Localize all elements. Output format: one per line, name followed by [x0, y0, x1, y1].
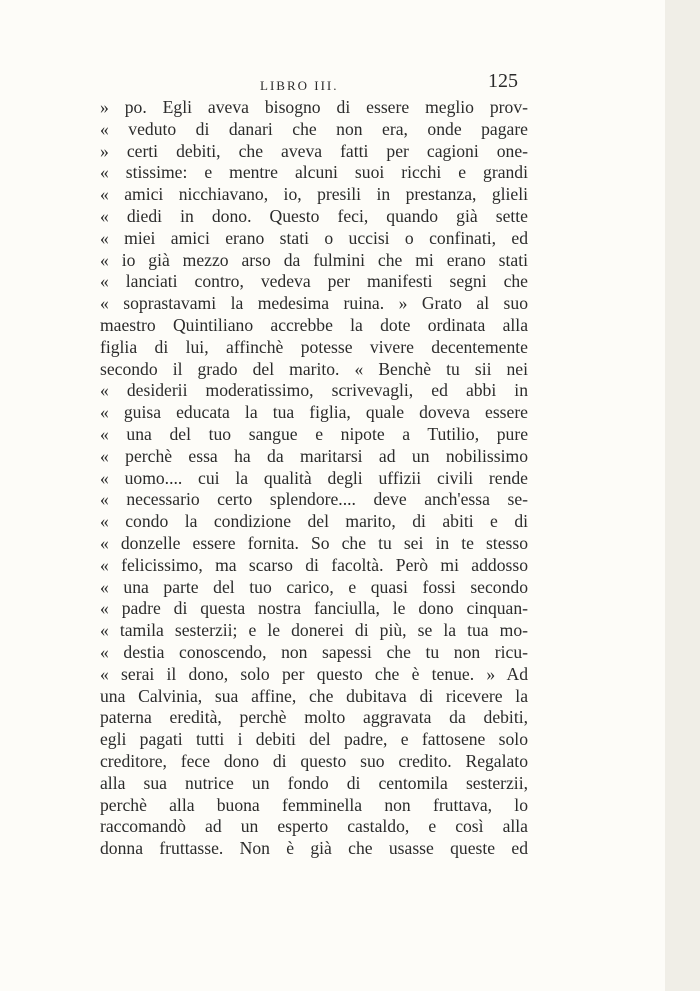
- text-line: « necessario certo splendore.... deve anch'essa se-: [100, 489, 528, 510]
- text-line: figlia di lui, affinchè potesse vivere decentemente: [100, 336, 528, 357]
- text-line: paterna eredità, perchè molto aggravata da debiti,: [100, 707, 528, 728]
- text-line: una Calvinia, sua affine, che dubitava di ricevere la: [100, 685, 528, 706]
- text-line: « stissime: e mentre alcuni suoi ricchi e grandi: [100, 162, 528, 183]
- page-edge: [665, 0, 700, 991]
- text-line: maestro Quintiliano accrebbe la dote ordinata alla: [100, 314, 528, 335]
- text-line: » certi debiti, che aveva fatti per cagioni one-: [100, 140, 528, 161]
- text-line: « serai il dono, solo per questo che è tenue. » Ad: [100, 663, 528, 684]
- text-line: donna fruttasse. Non è già che usasse queste ed: [100, 838, 528, 859]
- text-line: « io già mezzo arso da fulmini che mi erano stati: [100, 249, 528, 270]
- text-line: raccomandò ad un esperto castaldo, e così alla: [100, 816, 528, 837]
- running-head: LIBRO III.: [260, 78, 339, 93]
- text-line: secondo il grado del marito. « Benchè tu sii nei: [100, 358, 528, 379]
- text-line: « destia conoscendo, non sapessi che tu non ricu-: [100, 641, 528, 662]
- page-number: 125: [488, 70, 518, 92]
- page-header: [100, 70, 518, 96]
- text-line: « desiderii moderatissimo, scrivevagli, ed abbi in: [100, 380, 528, 401]
- text-line: « donzelle essere fornita. So che tu sei in te stesso: [100, 532, 528, 553]
- text-line: « perchè essa ha da maritarsi ad un nobilissimo: [100, 445, 528, 466]
- text-line: « condo la condizione del marito, di abiti e di: [100, 511, 528, 532]
- text-line: « una del tuo sangue e nipote a Tutilio, pure: [100, 423, 528, 444]
- text-line: « una parte del tuo carico, e quasi fossi secondo: [100, 576, 528, 597]
- text-line: alla sua nutrice un fondo di centomila sesterzii,: [100, 772, 528, 793]
- text-line: » po. Egli aveva bisogno di essere meglio prov-: [100, 97, 528, 117]
- text-line: « guisa educata la tua figlia, quale doveva essere: [100, 402, 528, 423]
- text-line: « felicissimo, ma scarso di facoltà. Però mi addosso: [100, 554, 528, 575]
- body-text: [100, 97, 528, 860]
- text-line: « amici nicchiavano, io, presili in prestanza, glieli: [100, 184, 528, 205]
- text-line: « veduto di danari che non era, onde pagare: [100, 118, 528, 139]
- text-line: « miei amici erano stati o uccisi o confinati, ed: [100, 227, 528, 248]
- text-line: creditore, fece dono di questo suo credito. Regalato: [100, 750, 528, 771]
- text-line: « soprastavami la medesima ruina. » Grato al suo: [100, 293, 528, 314]
- text-line: « uomo.... cui la qualità degli uffizii civili rende: [100, 467, 528, 488]
- text-line: « padre di questa nostra fanciulla, le dono cinquan-: [100, 598, 528, 619]
- text-line: « diedi in dono. Questo feci, quando già sette: [100, 205, 528, 226]
- text-line: « tamila sesterzii; e le donerei di più, se la tua mo-: [100, 620, 528, 641]
- text-line: egli pagati tutti i debiti del padre, e fattosene solo: [100, 729, 528, 750]
- text-line: perchè alla buona femminella non fruttava, lo: [100, 794, 528, 815]
- text-line: « lanciati contro, vedeva per manifesti segni che: [100, 271, 528, 292]
